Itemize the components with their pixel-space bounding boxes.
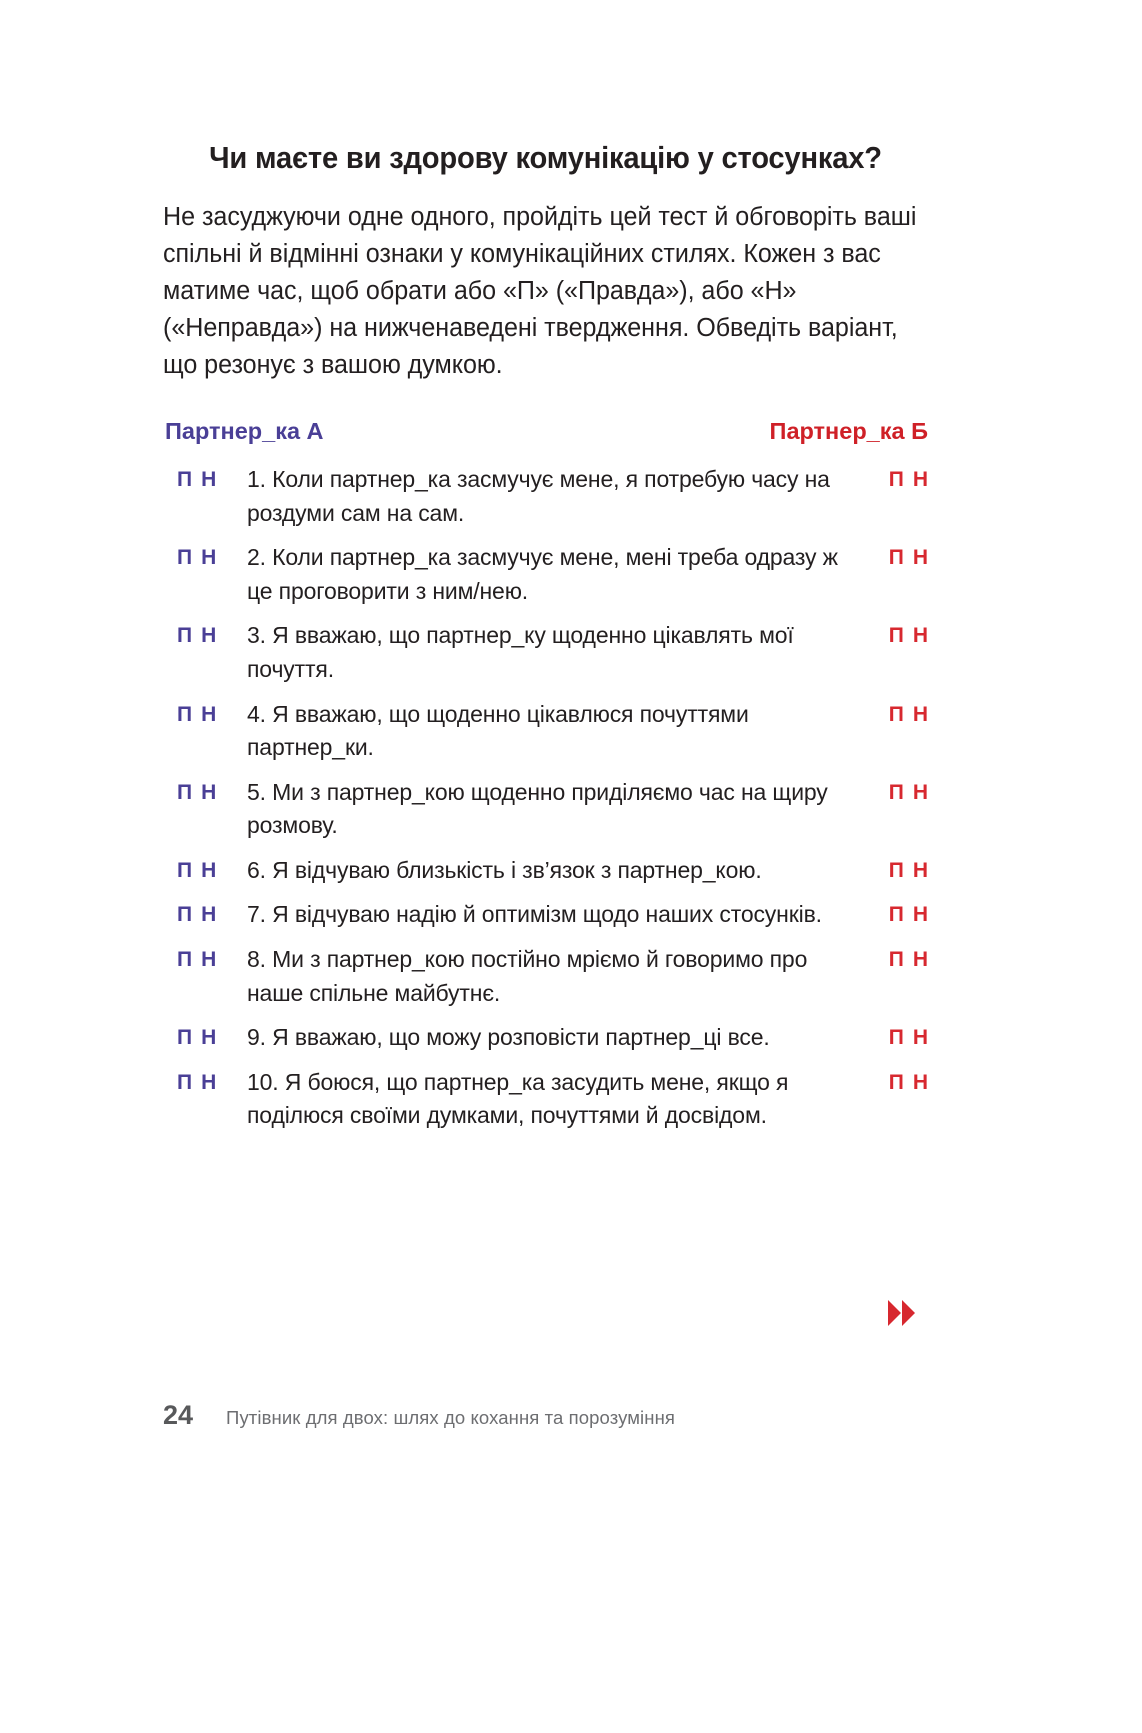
partner-b-answer-group [868, 1021, 928, 1053]
partner-a-true-option[interactable]: П [177, 780, 193, 804]
partner-a-false-option[interactable]: Н [201, 1026, 217, 1050]
partner-a-true-option[interactable]: П [177, 903, 193, 927]
question-text [235, 898, 868, 932]
intro-paragraph: Не засуджуючи одне одного, пройдіть цей тест й обговоріть ваші спільні й відмінні ознаки у комунікаційних стилях. Кожен з вас матиме час, щоб обрати або «П» («Правда»), або «Н» («Неправда») на нижченаведені твердження. Обведіть варіант, що резонує з вашою думкою. [163, 202, 917, 379]
page-title: Чи маєте ви здорову комунікацію у стосунках? [209, 141, 882, 175]
question-list [163, 463, 928, 1133]
partner-b-true-option[interactable]: П [888, 1026, 904, 1050]
partner-b-answer-group [868, 1066, 928, 1098]
question-text [235, 541, 868, 608]
question-text [235, 854, 868, 888]
question-row [163, 898, 928, 932]
question-text [235, 776, 868, 843]
question-row [163, 1021, 928, 1055]
page-footer [163, 1400, 963, 1431]
partner-a-answer-group [163, 943, 235, 975]
partner-b-true-option[interactable]: П [888, 903, 904, 927]
partner-b-answer-group [868, 619, 928, 651]
chevron-right-icon-2 [902, 1300, 915, 1326]
partner-b-false-option[interactable]: Н [912, 948, 928, 971]
question-number: 1. [247, 466, 266, 493]
question-number: 2. [247, 544, 266, 571]
partner-a-answer-group [163, 854, 235, 886]
partner-a-true-option[interactable]: П [177, 546, 193, 570]
question-number: 8. [247, 946, 266, 972]
question-statement: Я відчуваю близькість і зв’язок з партнер_кою. [265, 856, 762, 883]
partner-a-true-option[interactable]: П [177, 1070, 193, 1094]
partner-a-header: Партнер_ка А [165, 418, 324, 445]
partner-a-true-option[interactable]: П [177, 858, 193, 882]
partner-a-false-option[interactable]: Н [201, 702, 217, 726]
next-page-arrow-icon [888, 1300, 928, 1330]
partner-b-answer-group [868, 943, 928, 975]
question-row [163, 943, 928, 1010]
question-text [235, 619, 868, 686]
partner-b-header: Партнер_ка Б [769, 418, 928, 445]
partner-a-false-option[interactable]: Н [201, 948, 217, 971]
partner-b-true-option[interactable]: П [888, 624, 904, 648]
question-number: 10. [247, 1068, 279, 1095]
partner-b-false-option[interactable]: Н [912, 702, 928, 726]
partner-a-answer-group [163, 698, 235, 730]
partner-a-false-option[interactable]: Н [201, 1070, 217, 1094]
question-text [235, 698, 868, 765]
partner-b-answer-group [868, 898, 928, 930]
question-statement: Я вважаю, що щоденно цікавлюся почуттями партнер_ки. [247, 700, 749, 761]
partner-a-false-option[interactable]: Н [201, 858, 217, 882]
question-row [163, 698, 928, 765]
partner-a-answer-group [163, 541, 235, 573]
question-text [235, 1021, 868, 1055]
question-number: 3. [247, 622, 266, 649]
partner-b-false-option[interactable]: Н [912, 468, 928, 492]
partner-b-answer-group [868, 854, 928, 886]
partner-b-answer-group [868, 698, 928, 730]
partner-a-true-option[interactable]: П [177, 1026, 193, 1050]
partner-b-true-option[interactable]: П [888, 702, 904, 726]
partner-a-answer-group [163, 619, 235, 651]
partner-a-true-option[interactable]: П [177, 702, 193, 726]
page-number: 24 [163, 1400, 194, 1430]
partner-a-answer-group [163, 463, 235, 495]
partner-b-answer-group [868, 541, 928, 573]
partner-a-true-option[interactable]: П [177, 948, 193, 971]
partner-b-true-option[interactable]: П [888, 780, 904, 804]
question-number: 7. [247, 901, 266, 928]
partner-b-answer-group [868, 463, 928, 495]
partner-a-answer-group [163, 1021, 235, 1053]
partner-a-false-option[interactable]: Н [201, 624, 217, 648]
question-statement: Я вважаю, що можу розповісти партнер_ці все. [265, 1024, 770, 1051]
partner-b-false-option[interactable]: Н [912, 546, 928, 570]
question-statement: Ми з партнер_кою щоденно приділяємо час на щиру розмову. [247, 778, 828, 839]
partner-a-true-option[interactable]: П [177, 624, 193, 648]
partner-a-false-option[interactable]: Н [201, 546, 217, 570]
partner-a-answer-group [163, 898, 235, 930]
partner-b-false-option[interactable]: Н [912, 1026, 928, 1050]
partner-a-false-option[interactable]: Н [201, 468, 217, 492]
partner-a-false-option[interactable]: Н [201, 903, 217, 927]
partner-b-false-option[interactable]: Н [912, 1070, 928, 1094]
partner-b-true-option[interactable]: П [888, 858, 904, 882]
partner-b-false-option[interactable]: Н [912, 780, 928, 804]
partner-b-true-option[interactable]: П [888, 546, 904, 570]
question-number: 4. [247, 700, 266, 727]
question-number: 5. [247, 778, 266, 805]
question-row [163, 463, 928, 530]
question-row [163, 854, 928, 888]
question-text [235, 1066, 868, 1133]
question-statement: Коли партнер_ка засмучує мене, мені треба одразу ж це проговорити з ним/нею. [247, 544, 838, 604]
partner-a-answer-group [163, 1066, 235, 1098]
partner-a-false-option[interactable]: Н [201, 780, 217, 804]
partner-columns-header [163, 418, 928, 445]
partner-b-true-option[interactable]: П [888, 948, 904, 971]
question-row [163, 619, 928, 686]
partner-b-true-option[interactable]: П [888, 1070, 904, 1094]
question-row [163, 541, 928, 608]
page-content [163, 140, 928, 1144]
question-statement: Я відчуваю надію й оптимізм щодо наших стосунків. [265, 901, 822, 928]
question-number: 9. [247, 1024, 266, 1051]
partner-b-false-option[interactable]: Н [912, 858, 928, 882]
question-row [163, 1066, 928, 1133]
question-statement: Ми з партнер_кою постійно мріємо й говоримо про наше спільне майбутнє. [247, 946, 808, 1006]
partner-b-true-option[interactable]: П [888, 468, 904, 492]
question-row [163, 776, 928, 843]
book-running-title: Путівник для двох: шлях до кохання та порозуміння [226, 1407, 676, 1428]
partner-b-answer-group [868, 776, 928, 808]
partner-a-answer-group [163, 776, 235, 808]
question-statement: Я вважаю, що партнер_ку щоденно цікавлять мої почуття. [247, 622, 794, 682]
question-statement: Коли партнер_ка засмучує мене, я потребую часу на роздуми сам на сам. [247, 466, 830, 526]
question-text [235, 943, 868, 1010]
question-number: 6. [247, 856, 266, 883]
partner-b-false-option[interactable]: Н [912, 624, 928, 648]
partner-b-false-option[interactable]: Н [912, 903, 928, 927]
partner-a-true-option[interactable]: П [177, 468, 193, 492]
question-statement: Я боюся, що партнер_ка засудить мене, якщо я поділюся своїми думками, почуттями й досвідом. [247, 1068, 789, 1129]
question-text [235, 463, 868, 530]
chevron-right-icon-1 [888, 1300, 901, 1326]
